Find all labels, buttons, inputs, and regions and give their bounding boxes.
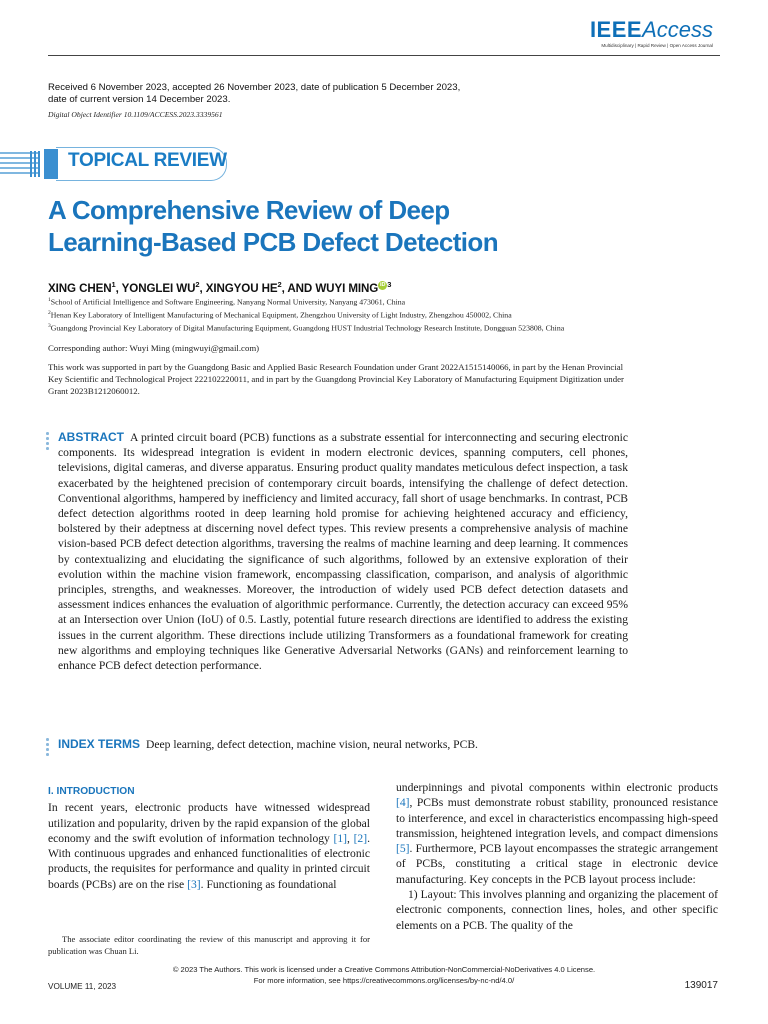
abstract [58,430,628,673]
intro-p1-text-c: . With continuous upgrades and enhanced functionalities of electronic products, the requisites for performance and quality in printed circuit boards (PCBs) are on the rise [48,831,370,891]
affiliation-1 [48,295,728,308]
introduction-left-column [48,784,370,892]
intro-p1-text-a: In recent years, electronic products have witnessed widespread utilization and popularity, driven by the rapid expansion of the global economy and the swift evolution of information technology [48,801,370,845]
author-3-affil: 2 [277,280,282,289]
affiliation-2-text: Henan Key Laboratory of Intelligent Manufacturing of Mechanical Equipment, Zhengzhou University of Light Industry, Zhengzhou 450002, China [50,310,512,320]
publication-dates [48,82,518,106]
affiliations [48,295,728,335]
author-2: YONGLEI WU [121,281,196,295]
banner-label: TOPICAL REVIEW [68,150,227,171]
abstract-label: ABSTRACT [58,430,124,444]
intro-p2-text-a: underpinnings and pivotal components within electronic products [396,781,718,794]
doi: Digital Object Identifier 10.1109/ACCESS.2023.3339561 [48,110,223,119]
author-4: AND WUYI MING [287,281,379,295]
paper-title [48,194,608,258]
author-1: XING CHEN [48,281,112,295]
author-3: XINGYOU HE [205,281,278,295]
header-rule [48,55,720,56]
topical-review-banner [0,147,240,181]
citation-1[interactable]: [1] [333,831,348,845]
author-1-affil: 1 [111,280,116,289]
affiliation-2-number: 2 [48,310,51,317]
intro-p1-text-d: . Functioning as foundational [200,877,337,891]
logo-ieee: IEEE [589,17,643,42]
title-line-2: Learning-Based PCB Defect Detection [48,227,498,257]
dates-line-1: Received 6 November 2023, accepted 26 November 2023, date of publication 5 December 2023, [48,82,461,93]
intro-paragraph-3: 1) Layout: This involves planning and organizing the placement of electronic components, connection lines, holes, and other specific elements on a PCB. The quality of the [396,888,718,932]
license-line-1: © 2023 The Authors. This work is licensed under a Creative Commons Attribution-NonCommercial-NoDerivatives 4.0 License. [172,965,596,974]
index-terms-dots-icon [46,738,49,758]
author-list: XING CHEN$^1$, YONGLEI $WU^2$, XINGYOU $HE^2$, AND WUYI MING iD $^3$ [48,280,392,295]
citation-3[interactable]: [3] [187,877,201,891]
funding-statement: This work was supported in part by the Guangdong Basic and Applied Basic Research Foundation under Grant 2022A1515140066, in part by the Henan Provincial Key Scientific and Technological Project 222102220011, and in part by the Guangdong Provincial Key Laboratory of Manufacturing Equipment Digitization under Grant 2023B1212060012. [48,362,624,397]
intro-p2-text-c: . Furthermore, PCB layout encompasses the strategic arrangement of PCBs, constituting a critical stage in electronic device manufacturing. Key concepts in the PCB layout process include: [396,842,718,886]
affiliation-2 [48,308,728,321]
corresponding-author: Corresponding author: Wuyi Ming (mingwuyi@gmail.com) [48,343,260,353]
intro-paragraph-1 [48,800,370,892]
author-2-affil: 2 [195,280,200,289]
intro-p1-text-b: , [347,831,354,845]
page-number: 139017 [684,980,718,991]
index-terms-label: INDEX TERMS [58,737,141,751]
logo-tagline: Multidisciplinary | Rapid Review | Open Access Journal [601,43,713,48]
editor-footnote: The associate editor coordinating the review of this manuscript and approving it for publication was Chuan Li. [48,934,370,956]
affiliation-3-number: 3 [48,323,51,330]
orcid-icon[interactable]: iD [380,282,386,288]
volume-label: VOLUME 11, 2023 [48,982,117,991]
section-heading-introduction: I. INTRODUCTION [48,786,135,797]
affiliation-3 [48,321,728,334]
author-4-affil: 3 [387,280,392,289]
citation-5[interactable]: [5] [396,842,410,856]
affiliation-1-number: 1 [48,297,51,303]
dates-line-2: date of current version 14 December 2023. [48,94,231,105]
intro-p2-text-b: , PCBs must demonstrate robust stability, pronounced resistance to interference, and excel in characteristics encompassing high-speed transmission, heightened integration levels, and compact dimensions [396,796,718,840]
intro-paragraph-2 [396,780,718,887]
citation-2[interactable]: [2] [353,831,368,845]
index-terms [58,737,658,752]
index-terms-text: Deep learning, defect detection, machine vision, neural networks, PCB. [146,738,478,751]
license-line-2[interactable]: For more information, see https://creativecommons.org/licenses/by-nc-nd/4.0/ [253,975,515,985]
affiliation-3-text: Guangdong Provincial Key Laboratory of Digital Manufacturing Equipment, Guangdong HUST Industrial Technology Research Institute, Dongguan 523808, China [50,323,565,333]
abstract-dots-icon [46,432,49,452]
citation-4[interactable]: [4] [396,796,410,810]
abstract-text: A printed circuit board (PCB) functions as a substrate essential for interconnecting and securing electronic components. Its widespread integration is evident in modern electronic devices, spanning computers, cell phones, televisions, digital cameras, and diverse apparatus. Ensuring product quality mandates meticulous defect inspection, a task exacerbated by the heightened precision of contemporary circuit boards, intensifying the challenge of defect detection. Conventional algorithms, hampered by inefficiency and limited accuracy, fall short of usage benchmarks. In contrast, PCB defect detection algorithms rooted in deep learning hold promise for achieving heightened accuracy and efficiency, bolstered by their adeptness at discerning novel defect types. This review presents a comprehensive analysis of machine vision-based PCB defect detection algorithms, traversing the realms of machine learning and deep learning. It commences by contextualizing and elucidating the significance of such algorithms, followed by an extensive exploration of their evolution within the machine vision framework, encompassing classification, comparison, and analysis of algorithmic principles, strengths, and weaknesses. Moreover, the introduction of widely used PCB defect detection datasets and assessment indices enhances the evaluation of algorithmic performance. Currently, the detection accuracy can exceed 95% at an Intersection over Union (IoU) of 0.5. Lastly, potential future research directions are identified to address the existing issues in the current algorithm. These directions include utilizing Transformers as a foundational framework for creating new algorithms and employing techniques like Generative Adversarial Networks (GANs) and reinforcement learning to enhance PCB defect detection performance. [58,431,628,673]
introduction-right-column [396,780,718,933]
banner-stripes-icon [0,151,40,177]
logo-access: Access [642,17,713,42]
title-line-1: A Comprehensive Review of Deep [48,195,450,225]
journal-logo [590,18,713,48]
affiliation-1-text: School of Artificial Intelligence and Software Engineering, Nanyang Normal University, Nanyang 473061, China [50,297,406,307]
